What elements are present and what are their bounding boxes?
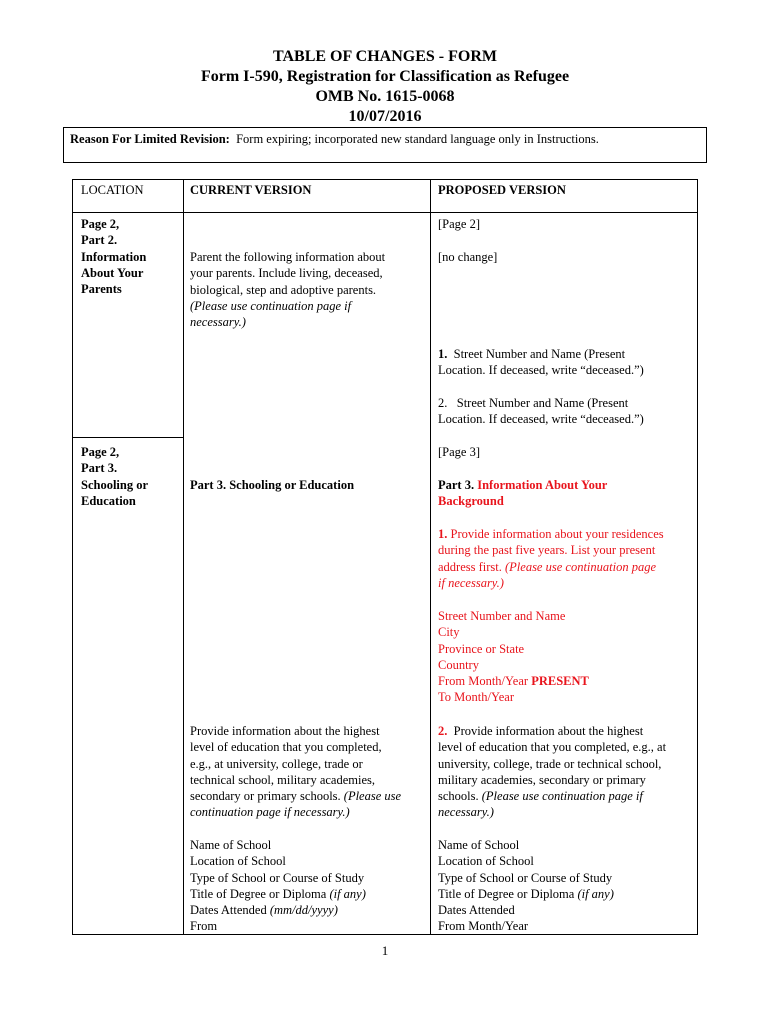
reason-label: Reason For Limited Revision: <box>70 132 230 146</box>
header-date: 10/07/2016 <box>348 108 422 125</box>
row1-current-text: Parent the following information about your parents. Include living, deceased, biological, step and adoptive parents. (Please use continuation page if necessary.) <box>190 250 386 330</box>
row1-proposed-item2: 2. Street Number and Name (Present Location. If deceased, write “deceased.”) <box>438 396 644 427</box>
row2-proposed-heading: Part 3. Information About Your Background <box>438 478 608 509</box>
column-divider <box>430 180 431 934</box>
row1-proposed-nochange: [no change] <box>438 250 498 264</box>
row1-proposed-page: [Page 2] <box>438 217 480 231</box>
page-number: 1 <box>381 943 389 958</box>
header-omb-number: OMB No. 1615-0068 <box>315 88 455 105</box>
reason-text: Form expiring; incorporated new standard language only in Instructions. <box>236 132 599 146</box>
row2-proposed-question1: 1. Provide information about your residences during the past five years. List your present address first. (Please use continuation page if necessary.) <box>438 527 664 590</box>
reason-box <box>63 127 707 163</box>
row1-location: Page 2, Part 2. Information About Your Parents <box>81 217 147 297</box>
row2-proposed-address-fields: Street Number and Name City Province or State Country From Month/Year PRESENT To Month/Year <box>438 609 589 705</box>
changes-table <box>72 179 698 935</box>
row2-location: Page 2, Part 3. Schooling or Education <box>81 445 149 508</box>
header-title: TABLE OF CHANGES - FORM <box>272 48 497 65</box>
row2-proposed-question2: 2. Provide information about the highest level of education that you completed, e.g., at university, college, trade or technical school, military academies, secondary or primary schools. (Please use continuation page if necessary.) <box>438 724 667 820</box>
row1-proposed-item1: 1. Street Number and Name (Present Location. If deceased, write “deceased.”) <box>438 347 644 378</box>
column-header-current: CURRENT VERSION <box>190 183 312 197</box>
column-header-proposed: PROPOSED VERSION <box>438 183 566 197</box>
column-divider <box>183 180 184 934</box>
row2-proposed-page: [Page 3] <box>438 445 480 459</box>
row2-proposed-school-fields: Name of School Location of School Type of School or Course of Study Title of Degree or Diploma (if any) Dates Attended From Month/Year <box>438 838 614 934</box>
document-header <box>0 47 770 127</box>
row2-current-school-fields: Name of School Location of School Type of School or Course of Study Title of Degree or Diploma (if any) Dates Attended (mm/dd/yyyy) From <box>190 838 366 934</box>
column-header-location: LOCATION <box>81 183 144 197</box>
header-form-name: Form I-590, Registration for Classification as Refugee <box>200 68 570 85</box>
row2-current-heading: Part 3. Schooling or Education <box>190 478 355 492</box>
header-row-divider <box>73 212 697 213</box>
row2-current-education-text: Provide information about the highest level of education that you completed, e.g., at university, college, trade or technical school, military academies, secondary or primary schools. (Please use continuation page if necessary.) <box>190 724 402 820</box>
location-row-divider <box>73 437 183 438</box>
